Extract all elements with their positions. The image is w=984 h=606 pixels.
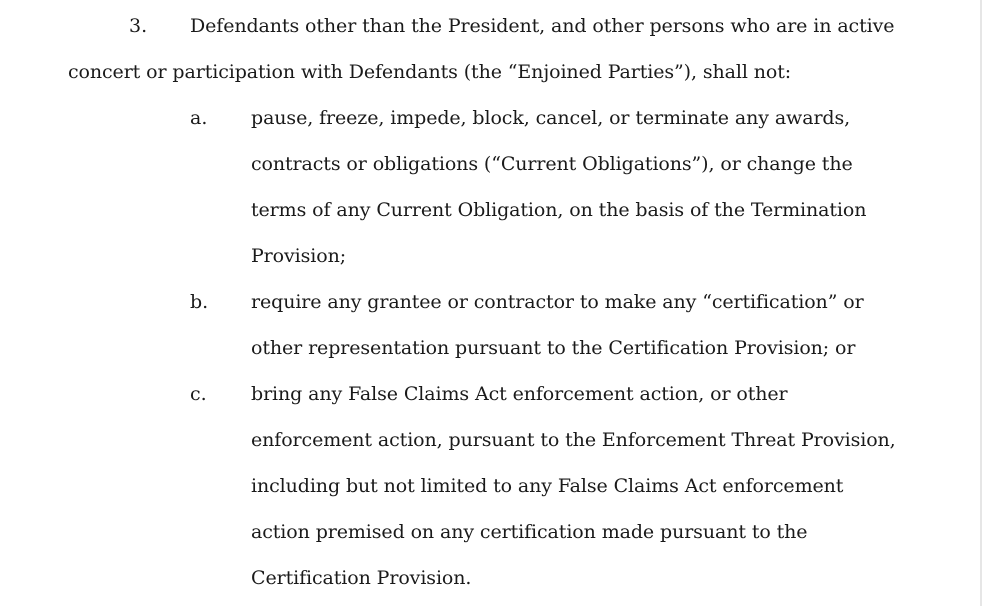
item-a-line-3: terms of any Current Obligation, on the basis of the Termination [251, 199, 867, 221]
item-c-line-2: enforcement action, pursuant to the Enforcement Threat Provision, [251, 429, 896, 451]
item-b-line-1: require any grantee or contractor to make any “certification” or [251, 291, 864, 313]
item-a-line-4: Provision; [251, 245, 347, 267]
paragraph-line-1: Defendants other than the President, and other persons who are in active [190, 15, 895, 37]
item-a-line-1: pause, freeze, impede, block, cancel, or terminate any awards, [251, 107, 851, 129]
paragraph-line-2: concert or participation with Defendants (the “Enjoined Parties”), shall not: [68, 61, 792, 83]
item-b-label: b. [190, 291, 209, 313]
item-b-line-2: other representation pursuant to the Certification Provision; or [251, 337, 856, 359]
item-c-line-3: including but not limited to any False Claims Act enforcement [251, 475, 844, 497]
item-a-label: a. [190, 107, 208, 129]
item-c-line-5: Certification Provision. [251, 567, 472, 589]
page-edge-divider [980, 0, 982, 606]
item-c-line-1: bring any False Claims Act enforcement action, or other [251, 383, 788, 405]
item-a-line-2: contracts or obligations (“Current Obligations”), or change the [251, 153, 853, 175]
paragraph-number: 3. [129, 15, 148, 37]
item-c-label: c. [190, 383, 207, 405]
item-c-line-4: action premised on any certification made pursuant to the [251, 521, 808, 543]
